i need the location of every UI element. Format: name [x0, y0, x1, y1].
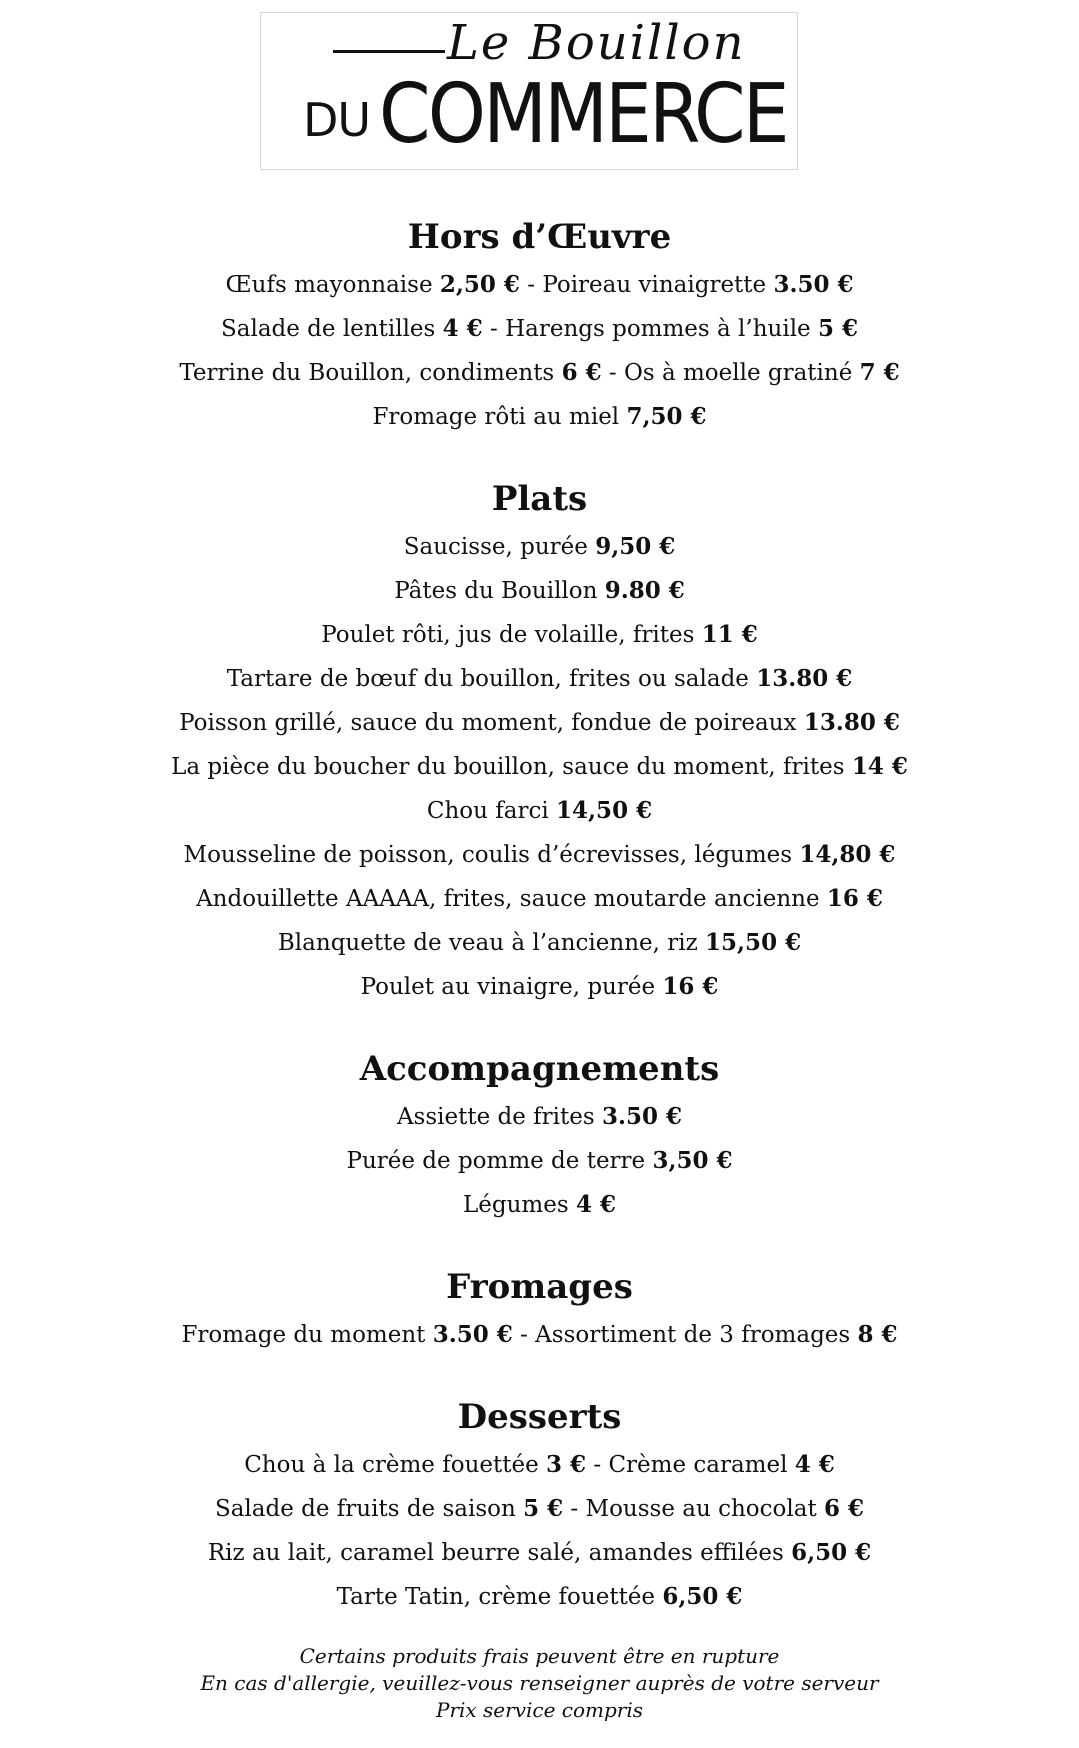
logo-script-text: Le Bouillon — [447, 15, 746, 71]
dish-price: 13.80 € — [756, 665, 853, 692]
dish-name: Œufs mayonnaise — [225, 272, 433, 298]
menu-line — [0, 351, 1079, 395]
menu-line — [0, 1183, 1079, 1227]
dish-name: Poulet au vinaigre, purée — [360, 974, 656, 1000]
dish-price: 3.50 € — [773, 271, 854, 298]
dish-price: 4 € — [575, 1191, 616, 1218]
dish-price: 4 € — [794, 1451, 835, 1478]
restaurant-logo — [260, 12, 798, 170]
dish-name: Riz au lait, caramel beurre salé, amandes effilées — [207, 1540, 784, 1566]
dish-separator: - — [586, 1452, 609, 1478]
dish-price: 6 € — [824, 1495, 865, 1522]
dish-name: Purée de pomme de terre — [346, 1148, 646, 1174]
dish-name: Chou farci — [426, 798, 549, 824]
dish-name: Assiette de frites — [396, 1104, 595, 1130]
menu-section — [0, 473, 1079, 1009]
dish-name: Os à moelle gratiné — [623, 360, 853, 386]
footer-availability-note: Certains produits frais peuvent être en rupture — [299, 1644, 780, 1668]
dish-price: 5 € — [523, 1495, 564, 1522]
dish-name: Andouillette AAAAA, frites, sauce moutarde ancienne — [196, 886, 820, 912]
menu-line — [0, 1487, 1079, 1531]
menu-line — [0, 395, 1079, 439]
dish-price: 7,50 € — [626, 403, 707, 430]
dish-name: Salade de lentilles — [221, 316, 436, 342]
menu-line — [0, 833, 1079, 877]
dish-price: 14 € — [851, 753, 908, 780]
menu-line — [0, 1575, 1079, 1619]
menu-line — [0, 1443, 1079, 1487]
menu-line — [0, 1139, 1079, 1183]
dish-name: Fromage du moment — [181, 1322, 426, 1348]
menu-line — [0, 701, 1079, 745]
menu-line — [0, 657, 1079, 701]
dish-price: 15,50 € — [705, 929, 802, 956]
menu-line — [0, 745, 1079, 789]
dish-name: Fromage rôti au miel — [372, 404, 620, 430]
menu-line — [0, 921, 1079, 965]
footer-service-note: Prix service compris — [435, 1698, 644, 1722]
dish-name: Terrine du Bouillon, condiments — [179, 360, 555, 386]
menu-line — [0, 877, 1079, 921]
dish-price: 8 € — [857, 1321, 898, 1348]
section-title: Plats — [491, 479, 588, 519]
dish-name: Poireau vinaigrette — [542, 272, 767, 298]
dish-separator: - — [519, 272, 543, 298]
dish-price: 13.80 € — [803, 709, 900, 736]
dish-price: 6,50 € — [791, 1539, 872, 1566]
menu-line — [0, 1531, 1079, 1575]
dish-price: 2,50 € — [439, 271, 520, 298]
dish-price: 9,50 € — [595, 533, 676, 560]
menu-line — [0, 965, 1079, 1009]
menu-section — [0, 1391, 1079, 1619]
menu-line — [0, 1095, 1079, 1139]
dish-name: Crème caramel — [608, 1452, 788, 1478]
dish-price: 3.50 € — [602, 1103, 683, 1130]
dish-name: Blanquette de veau à l’ancienne, riz — [277, 930, 698, 956]
dish-price: 16 € — [826, 885, 883, 912]
dish-name: Tartare de bœuf du bouillon, frites ou salade — [226, 666, 749, 692]
menu-section — [0, 1043, 1079, 1227]
dish-name: La pièce du boucher du bouillon, sauce du moment, frites — [171, 754, 845, 780]
dish-price: 7 € — [859, 359, 900, 386]
menu-line — [0, 789, 1079, 833]
dish-name: Poulet rôti, jus de volaille, frites — [321, 622, 695, 648]
menu-line — [0, 613, 1079, 657]
dish-name: Assortiment de 3 fromages — [535, 1322, 851, 1348]
footer-allergy-note: En cas d'allergie, veuillez-vous renseigner auprès de votre serveur — [200, 1671, 879, 1695]
dish-name: Pâtes du Bouillon — [394, 578, 598, 604]
menu-line — [0, 263, 1079, 307]
dish-price: 14,50 € — [556, 797, 653, 824]
dish-separator: - — [512, 1322, 536, 1348]
dish-price: 14,80 € — [799, 841, 896, 868]
menu-line — [0, 525, 1079, 569]
dish-name: Tarte Tatin, crème fouettée — [336, 1584, 656, 1610]
menu-content — [0, 211, 1079, 1653]
dish-price: 3,50 € — [652, 1147, 733, 1174]
dish-price: 16 € — [662, 973, 719, 1000]
section-title: Hors d’Œuvre — [407, 217, 672, 257]
dish-name: Mousse au chocolat — [585, 1496, 817, 1522]
section-title: Accompagnements — [359, 1049, 720, 1089]
section-title: Desserts — [457, 1397, 622, 1437]
menu-footer — [0, 1643, 1079, 1724]
dish-price: 3.50 € — [432, 1321, 513, 1348]
menu-line — [0, 307, 1079, 351]
dish-price: 11 € — [701, 621, 758, 648]
dish-price: 6,50 € — [662, 1583, 743, 1610]
dish-price: 4 € — [442, 315, 483, 342]
dish-name: Salade de fruits de saison — [214, 1496, 516, 1522]
menu-section — [0, 211, 1079, 439]
dish-price: 3 € — [546, 1451, 587, 1478]
section-title: Fromages — [446, 1267, 633, 1307]
dish-name: Harengs pommes à l’huile — [505, 316, 811, 342]
dish-separator: - — [601, 360, 624, 386]
menu-line — [0, 569, 1079, 613]
dish-price: 9.80 € — [604, 577, 685, 604]
dish-price: 6 € — [561, 359, 602, 386]
dish-price: 5 € — [817, 315, 858, 342]
logo-rule — [333, 50, 445, 53]
logo-name-text: COMMERCE — [379, 67, 787, 162]
dish-name: Mousseline de poisson, coulis d’écrevisses, légumes — [183, 842, 793, 868]
dish-separator: - — [563, 1496, 586, 1522]
dish-separator: - — [482, 316, 506, 342]
dish-name: Chou à la crème fouettée — [244, 1452, 539, 1478]
logo-du-text: DU — [303, 93, 371, 147]
dish-name: Poisson grillé, sauce du moment, fondue de poireaux — [179, 710, 797, 736]
dish-name: Légumes — [463, 1192, 569, 1218]
menu-section — [0, 1261, 1079, 1357]
menu-line — [0, 1313, 1079, 1357]
dish-name: Saucisse, purée — [403, 534, 588, 560]
